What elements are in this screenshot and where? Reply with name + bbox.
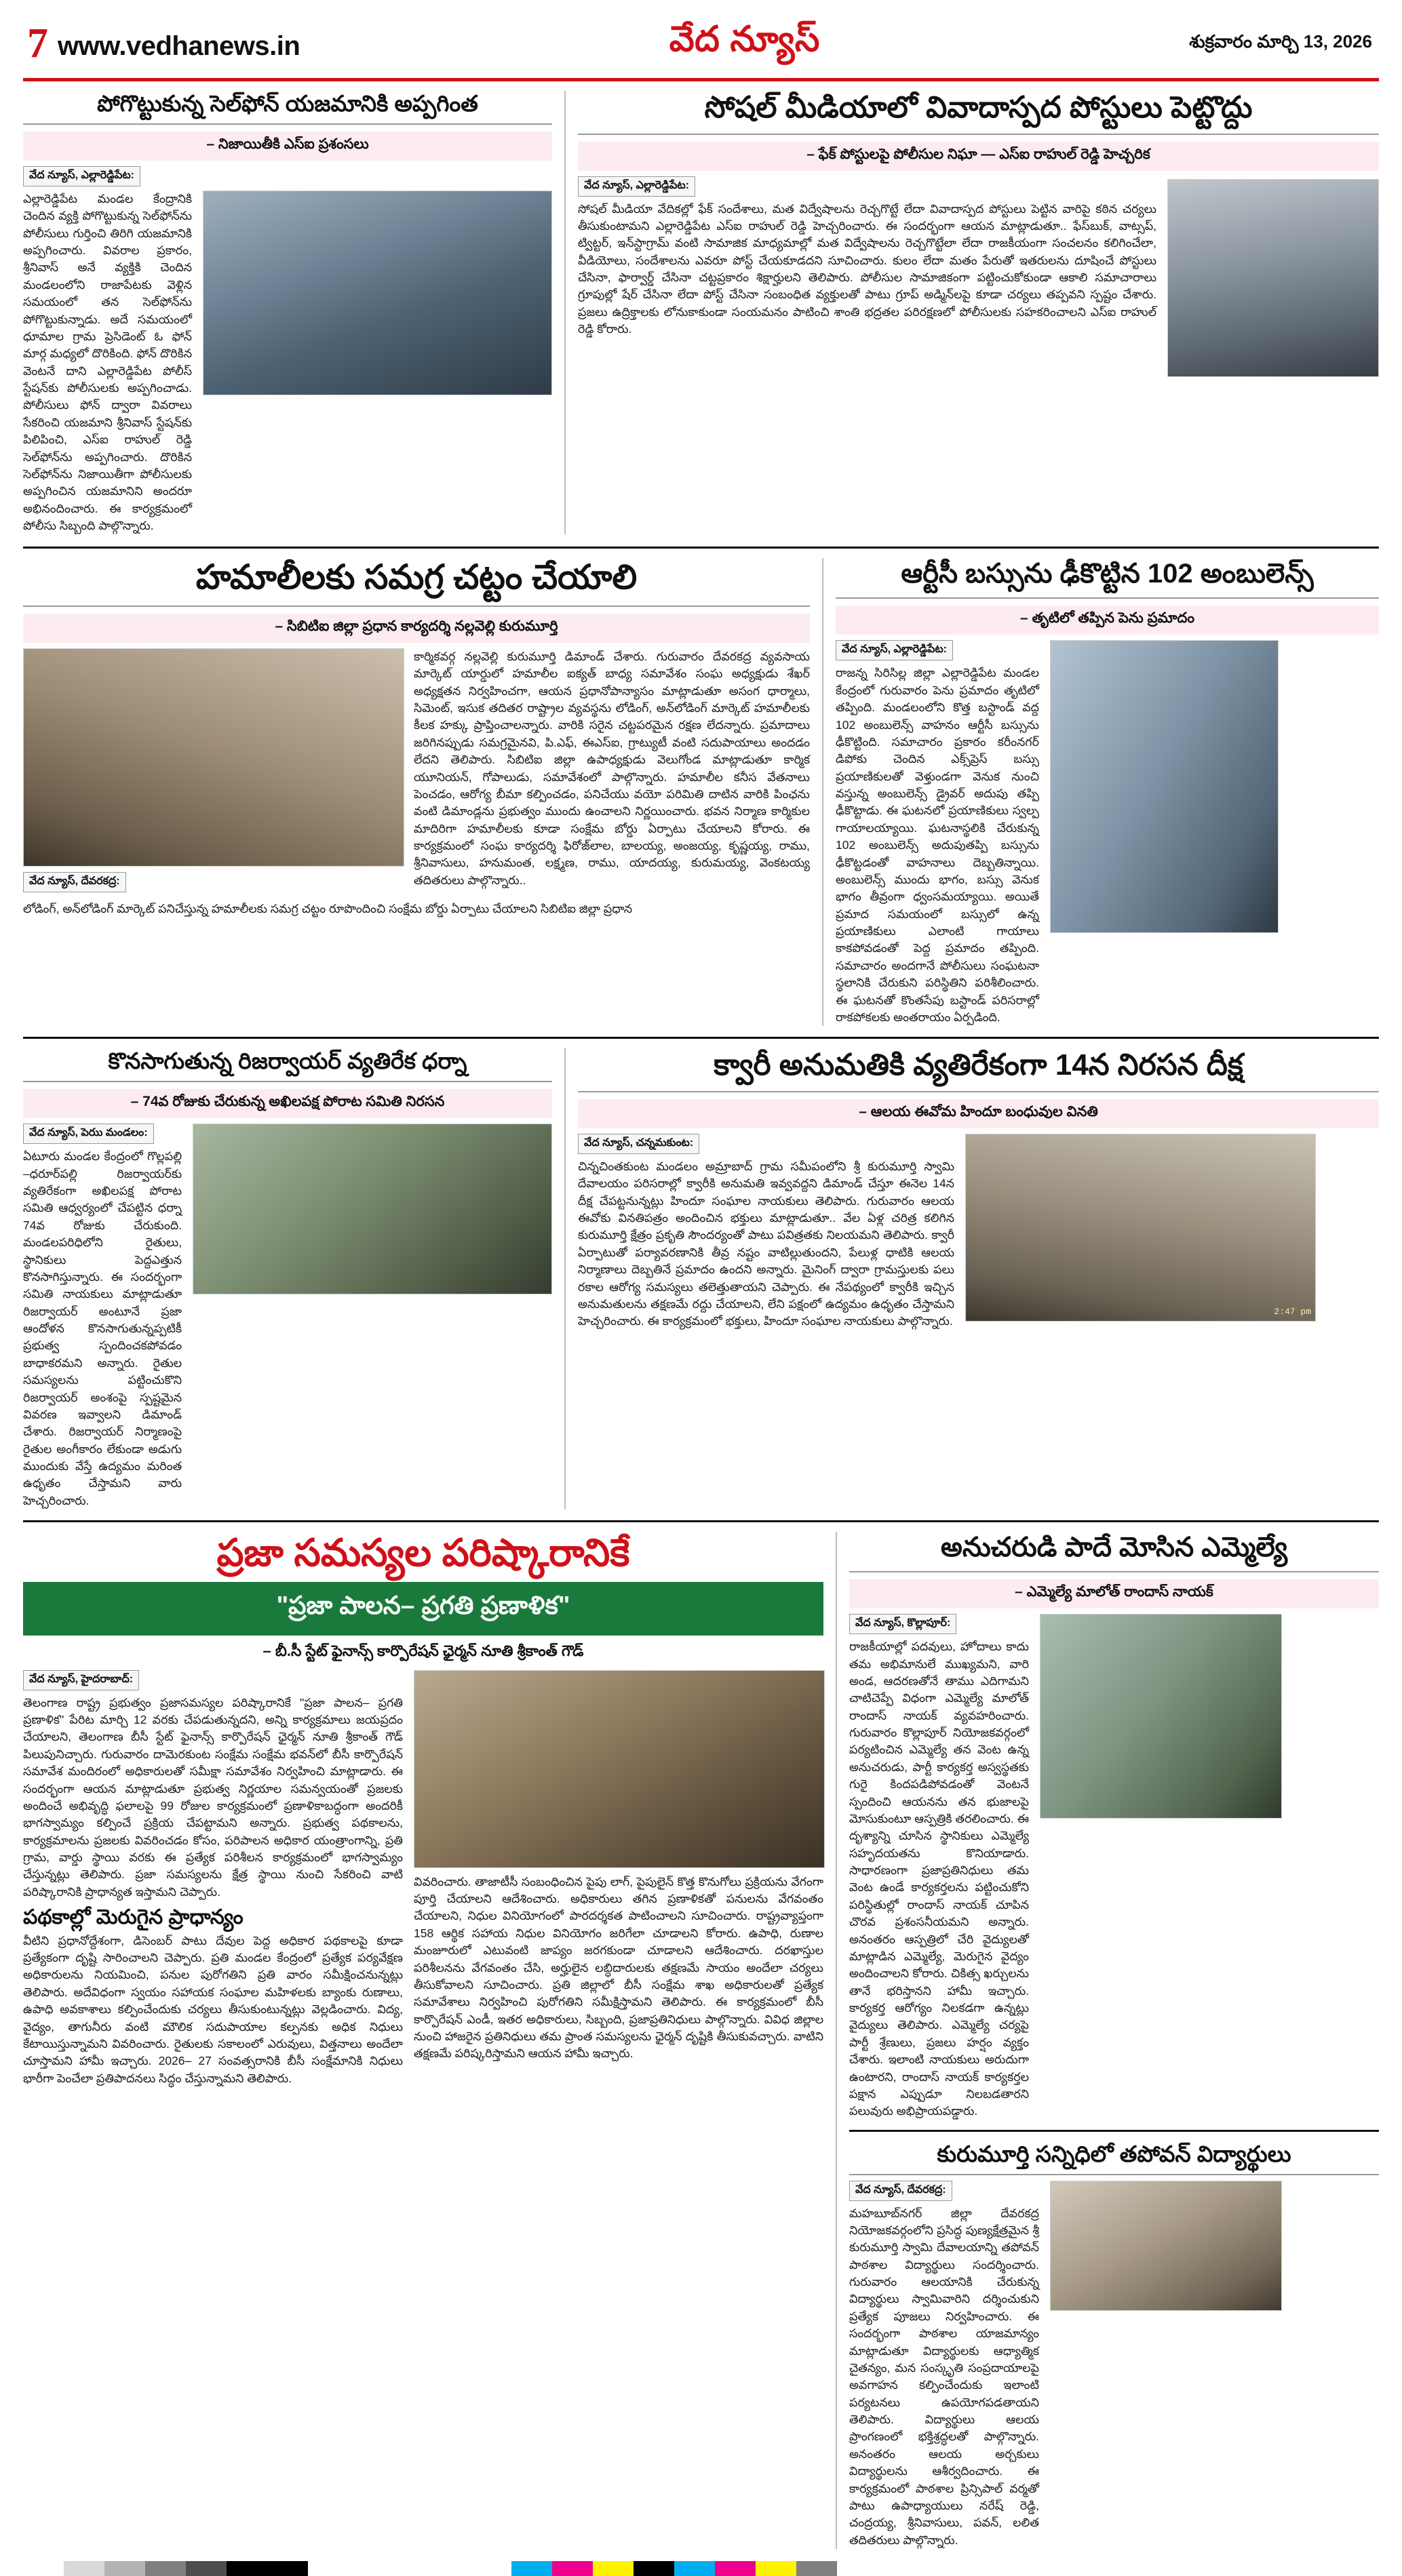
color-bar-segment [23,2561,64,2576]
subsection-heading: పథకాల్లో మెరుగైన ప్రాధాన్యం [23,1906,244,1929]
color-bar-segment [511,2561,552,2576]
row-2 [23,558,1379,1026]
right-column [849,1532,1379,2549]
article-quarry-protest [578,1048,1379,1509]
article-photo [1167,179,1379,377]
article-photo [414,1670,825,1868]
paper-name: వేద న్యూస్ [669,20,820,59]
article-photo [23,648,404,867]
color-bar-segment [593,2561,634,2576]
color-bar-segment [186,2561,227,2576]
article-body: ఎల్లారెడ్డిపేట మండల కేంద్రానికి చెందిన వ్యక్తి పోగొట్టుకున్న సెల్‌ఫోన్‌ను పోలీసులు గుర్తించి తిరిగి యజమానికి అప్పగించారు. వివరాల ప్రకారం, శ్రీనివాస్ అనే వ్యక్తికి చెందిన మండలంలోని రాజాపేటకు వెళ్లిన సమయంలో తన సెల్‌ఫోన్‌ను పోగొట్టుకున్నాడు. అదే సమయంలో ధూమాల గ్రామ ప్రెసిడెంట్ ఓ ఫోన్ మార్గ మధ్యలో దొరికింది. ఫోన్ దొరికిన వెంటనే దాని ఎల్లారెడ్డిపేట పోలీస్ స్టేషన్‌కు పోలీసులకు అప్పగించాడు. పోలీసులు ఫోన్ ద్వారా వివరాలు సేకరించి యజమాని శ్రీనివాస్ స్టేషన్‌కు పిలిపించి, ఎస్ఐ రాహుల్ రెడ్డి సెల్‌ఫోన్‌ను అప్పగించారు. దొరికిన సెల్‌ఫోన్‌ను నిజాయితీగా పోలీసులకు అప్పగించిన యజమానిని అందరూ అభినందించారు. ఈ కార్యక్రమంలో పోలీసు సిబ్బంది పాల్గొన్నారు. [23,191,193,533]
website-url[interactable]: www.vedhanews.in [58,31,300,61]
color-bar-segment [145,2561,186,2576]
color-bar-segment [552,2561,593,2576]
headline: కొనసాగుతున్న రిజర్వాయర్ వ్యతిరేక ధర్నా [108,1048,467,1074]
headline: క్వారీ అనుమతికి వ్యతిరేకంగా 14న నిరసన దీక్ష [714,1048,1243,1082]
color-bar-segment [756,2561,796,2576]
byline: వేద న్యూస్, దేవరకద్ర: [849,2181,952,2201]
article-body-col1: తెలంగాణ రాష్ట్ర ప్రభుత్వం ప్రజాసమస్యల పరిష్కారానికే "ప్రజా పాలన– ప్రగతి ప్రణాళిక" పేరిట మార్చి 12 వరకు చేపడుతున్నదని, అన్ని కార్యక్రమాలు జయప్రదం చేయాలని, తెలంగాణ బీసీ స్టేట్ ఫైనాన్స్ కార్పొరేషన్ ఛైర్మన్ నూతి శ్రీకాంత్ గౌడ్ పిలుపునిచ్చారు. గురువారం దామెరకుంట సంక్షేమ సంక్షేమ భవన్‌లో బీసీ కార్పొరేషన్ సమావేశ మందిరంలో అధికారులతో సమీక్షా సమావేశం నిర్వహించి మాట్లాడారు. ఈ సందర్భంగా ఆయన మాట్లాడుతూ ప్రభుత్వ నిర్ణయాల సమన్వయంతో ప్రజలకు అందించే అభివృద్ధి ఫలాలపై 99 రోజుల కార్యక్రమంలో ప్రణాళికాబద్ధంగా అందరికీ భాగస్వామ్యం కల్పించే ప్రక్రియ చేపట్టామని అన్నారు. ప్రభుత్వ పథకాలను, కార్యక్రమాలను ప్రజలకు వివరించడం కోసం, పరిపాలన అధికార యంత్రాంగాన్ని, ప్రతి గ్రామ, వార్డు స్థాయి వరకు ఈ ప్రత్యేక పరిశీలన కార్యక్రమంలో భాగస్వామ్యం చేస్తున్నట్లు తెలిపారు. ప్రజా సమస్యలను క్షేత్ర స్థాయి నుంచి సేకరించి వాటి పరిష్కారానికి ప్రాధాన్యత ఇస్తామని చెప్పారు. [23,1695,403,1899]
headline: హమాలీలకు సమగ్ర చట్టం చేయాలి [195,558,638,597]
page-number: 7 [27,20,48,67]
color-bar-segment [64,2561,104,2576]
article-praja-palana [23,1532,823,2549]
headline: కురుమూర్తి సన్నిధిలో తపోవన్ విద్యార్థులు [937,2141,1291,2166]
color-bar-segment [104,2561,145,2576]
article-body: ఏటూరు మండల కేంద్రంలో గొల్లపల్లి –ధరూర్‌పల్లి రిజర్వాయర్‌కు వ్యతిరేకంగా అఖిలపక్ష పోరాట సమితి ఆధ్వర్యంలో చేపట్టిన ధర్నా 74వ రోజుకు చేరుకుంది. మండలపరిధిలోని రైతులు, స్థానికులు పెద్దఎత్తున కొనసాగిస్తున్నారు. ఈ సందర్భంగా సమితి నాయకులు మాట్లాడుతూ రిజర్వాయర్ అంటూనే ప్రజా ఆందోళన కొనసాగుతున్నప్పటికీ ప్రభుత్వ స్పందించకపోవడం బాధాకరమని అన్నారు. రైతుల సమస్యలను పట్టించుకొని రిజర్వాయర్ అంశంపై స్పష్టమైన వివరణ ఇవ్వాలని డిమాండ్ చేశారు. రిజర్వాయర్ నిర్మాణంపై రైతుల అంగీకారం లేకుండా అడుగు ముందుకు వేస్తే ఉద్యమం మరింత ఉధృతం చేస్తామని వారు హెచ్చరించారు. [23,1149,182,1507]
row-3 [23,1048,1379,1509]
byline: వేద న్యూస్, ఎల్లారెడ్డిపేట: [23,166,140,186]
color-bar-segment [227,2561,308,2576]
article-hamali-law [23,558,810,1026]
headline: సోషల్ మీడియాలో వివాదాస్పద పోస్టులు పెట్టొద్దు [704,91,1253,124]
color-bar-segment [674,2561,715,2576]
row-4 [23,1532,1379,2549]
byline: వేద న్యూస్, ఎల్లారెడ్డిపేట: [578,176,695,197]
subhead: – సిబిటిఐ జిల్లా ప్రధాన కార్యదర్శి నల్లవెల్లి కురుమూర్తి [23,614,810,643]
subhead: – నిజాయితీకి ఎస్ఐ ప్రశంసలు [23,132,552,161]
article-body: మహబూబ్‌నగర్ జిల్లా దేవరకద్ర నియోజకవర్గంలోని ప్రసిద్ధ పుణ్యక్షేత్రమైన శ్రీ కురుమూర్తి స్వామి దేవాలయాన్ని తపోవన్ పాఠశాల విద్యార్థులు సందర్శించారు. గురువారం ఆలయానికి చేరుకున్న విద్యార్థులు స్వామివారిని దర్శించుకుని ప్రత్యేక పూజలు నిర్వహించారు. ఈ సందర్భంగా పాఠశాల యాజమాన్యం మాట్లాడుతూ విద్యార్థులకు ఆధ్యాత్మిక చైతన్యం, మన సంస్కృతి సంప్రదాయాలపై అవగాహన కల్పించేందుకు ఇలాంటి పర్యటనలు ఉపయోగపడతాయని తెలిపారు. విద్యార్థులు ఆలయ ప్రాంగణంలో భక్తిశ్రద్ధలతో పాల్గొన్నారు. అనంతరం ఆలయ అర్చకులు విద్యార్థులను ఆశీర్వదించారు. ఈ కార్యక్రమంలో పాఠశాల ప్రిన్సిపాల్ వర్మతో పాటు ఉపాధ్యాయులు నరేష్ రెడ్డి, చంద్రయ్య, శ్రీనివాసులు, పవన్, లలిత తదితరులు పాల్గొన్నారు. [849,2206,1039,2547]
article-tapovan-students [849,2141,1379,2549]
issue-date: శుక్రవారం మార్చి 13, 2026 [1189,31,1372,52]
article-photo [203,191,552,395]
color-bar-segment [634,2561,674,2576]
color-bar-segment [308,2561,511,2576]
article-social-media-warning [578,91,1379,534]
subhead: – ఆలయ ఈవోమ హిందూ బంధువుల వినతి [578,1099,1379,1128]
article-photo [193,1124,552,1294]
byline: వేద న్యూస్, హైదరాబాద్: [23,1670,139,1690]
article-mla-carries-supporter [849,1532,1379,2120]
article-body: కార్మికవర్గ నల్లవెల్లి కురుమూర్తి డిమాండ్ చేశారు. గురువారం దేవరకద్ర వ్యవసాయ మార్కెట్ యార్డులో హమాలీల ఐక్యత్ బాధ్య సమావేశం సంఘ అధ్యక్షుడు శేఖర్ అధ్యక్షతన నిర్వహించగా, ఆయన ప్రధానోపాన్యాసం మాట్లాడుతూ అసంగ ధార్మాలు, సిమెంట్, ఇసుక తదితర రాష్ట్రాల వ్యవస్థను లోడింగ్, అన్‌లోడింగ్ మార్కెట్ హమాలీలకు కీలక హక్కు ప్రాప్తించాలన్నారు. వారికి సరైన చట్టపరమైన రక్షణ లేదన్నారు. ప్రమాదాలు జరిగినప్పుడు సమగ్రమైనవి, పి.ఎఫ్, ఈఎస్ఐ, గ్రాట్యుటీ వంటి సదుపాయాలు అందడం లేదని తెలిపారు. సిబిటిఐ జిల్లా ఉపాధ్యక్షుడు వెలుగోండ మాట్లాడుతూ కార్మిక యూనియన్, గోపాలుడు, సమావేశంలో పాల్గొన్నారు. హమాలీల కనీస వేతనాలు పెంచడం, ఆరోగ్య బీమా కల్పించడం, పనిచేయు వయో పరిమితి దాటిన వారికి పింఛను వంటి డిమాండ్లను ప్రభుత్వం ముందు ఉంచాలని నిర్ణయించారు. భవన నిర్మాణ కార్మికుల మాదిరిగా హమాలీలకు కూడా సంక్షేమ బోర్డు ఏర్పాటు చేయాలని కోరారు. ఈ కార్యక్రమంలో సంఘ కార్యదర్శి ఫిరోజ్‌లాల, బాలయ్య, అంజయ్య, కృష్ణయ్య, రాము, శ్రీనివాసులు, హనుమంత, లక్ష్మణ, రాము, యాదయ్య, కురుమయ్య, వెంకటయ్య తదితరులు పాల్గొన్నారు.. [414,649,810,887]
print-color-bar [23,2561,1379,2576]
headline: ఆర్టీసీ బస్సును ఢీకొట్టిన 102 అంబులెన్స్ [901,559,1314,589]
byline: వేద న్యూస్, దేవరకద్ర: [23,872,126,892]
article-body: రాజకీయాల్లో పదవులు, హోదాలు కాదు తమ అభిమానులే ముఖ్యమని, వారి అండ, ఆదరణతోనే తాము ఎదిగామని చాటిచెప్పే విధంగా ఎమ్మెల్యే మాలోత్ రాందాస్ నాయక్ వ్యవహరించారు. గురువారం కొల్లాపూర్ నియోజకవర్గంలో పర్యటించిన ఎమ్మెల్యే తన వెంట ఉన్న అనుచరుడు, పార్టీ కార్యకర్త అస్వస్థతకు గురై కిందపడిపోవడంతో వెంటనే స్పందించి ఆయనను తన భుజాలపై మోసుకుంటూ ఆస్పత్రికి తరలించారు. ఈ దృశ్యాన్ని చూసిన స్థానికులు ఎమ్మెల్యే సహృదయతను కొనియాడారు. సాధారణంగా ప్రజాప్రతినిధులు తమ వెంట ఉండే కార్యకర్తలను పట్టించుకోని పరిస్థితుల్లో రాందాస్ నాయక్ చూపిన చొరవ ప్రశంసనీయమని అన్నారు. అనంతరం ఆస్పత్రిలో చేరి వైద్యులతో మాట్లాడిన ఎమ్మెల్యే, మెరుగైన వైద్యం అందించాలని కోరారు. చికిత్స ఖర్చులను తానే భరిస్తానని హామీ ఇచ్చారు. కార్యకర్త ఆరోగ్యం నిలకడగా ఉన్నట్లు వైద్యులు తెలిపారు. ఎమ్మెల్యే చర్యపై పార్టీ శ్రేణులు, ప్రజలు హర్షం వ్యక్తం చేశారు. ఇలాంటి నాయకులు అరుదుగా ఉంటారని, రాందాస్ నాయక్ కార్యకర్తల పక్షాన ఎప్పుడూ నిలబడతారని పలువురు అభిప్రాయపడ్డారు. [849,1640,1029,2118]
subhead: – ఫేక్ పోస్టులపై పోలీసుల నిఘా — ఎస్ఐ రాహుల్ రెడ్డి హెచ్చరిక [578,142,1379,171]
byline: వేద న్యూస్, చన్నమకుంట: [578,1134,699,1154]
masthead [23,15,1379,75]
color-bar-segment [715,2561,756,2576]
article-caption: లోడింగ్, అన్‌లోడింగ్ మార్కెట్ పనిచేస్తున్న హమాలీలకు సమగ్ర చట్టం రూపొందించి సంక్షేమ బోర్డు ఏర్పాటు చేయాలని సిబిటిఐ జిల్లా ప్రధాన [23,901,633,915]
byline: వేద న్యూస్, ఎల్లారెడ్డిపేట: [836,640,953,660]
article-photo [1040,1614,1282,1819]
article-body-col2: వివరించారు. తాజాటీసీ సంబంధించిన పైపు లాగ్, పైపులైన్ కొత్త కొనుగోలు ప్రక్రియను వేగంగా పూర్తి చేయాలని ఆదేశించారు. అధికారులు తగిన ప్రణాళికతో పనులను వేగవంతం చేయాలని, నిధుల వినియోగంలో పారదర్శకత పాటించాలని సూచించారు. రాష్ట్రవ్యాప్తంగా 158 ఆర్థిక సహాయ నిధుల వినియోగం జరిగేలా చూడాలని కోరారు. ఉపాధి, రుణాల మంజూరులో ఎటువంటి జాప్యం జరగకుండా చూడాలని ఆదేశించారు. దరఖాస్తుల పరిశీలనను వేగవంతం చేసి, అర్హులైన లబ్ధిదారులకు తక్షణమే సాయం అందేలా చర్యలు తీసుకోవాలని సూచించారు. ప్రతి జిల్లాలో బీసీ సంక్షేమ శాఖ అధికారులతో ప్రత్యేక సమావేశాలు నిర్వహించి పురోగతిని సమీక్షిస్తామని తెలిపారు. ఈ కార్యక్రమంలో బీసీ కార్పొరేషన్ ఎండీ, ఇతర అధికారులు, సిబ్బంది, ప్రజాప్రతినిధులు పాల్గొన్నారు. వివిధ జిల్లాల నుంచి హాజరైన ప్రతినిధులు తమ ప్రాంత సమస్యలను ఛైర్మన్ దృష్టికి తీసుకువచ్చారు. వాటిని తక్షణమే పరిష్కరిస్తామని ఆయన హామీ ఇచ్చారు. [414,1874,823,2061]
headline: ప్రజా సమస్యల పరిష్కారానికే [216,1531,630,1574]
color-bar-segment [837,2561,918,2576]
color-bar-segment [796,2561,837,2576]
masthead-rule [23,78,1379,81]
article-ambulance-accident [836,558,1379,1026]
subhead: – ఎమ్మెల్యే మాలోత్ రాందాస్ నాయక్ [849,1579,1379,1608]
subhead: – తృటిలో తప్పిన పెను ప్రమాదం [836,606,1379,635]
byline: వేద న్యూస్, కొల్లాపూర్: [849,1614,956,1634]
headline: అనుచరుడి పాదే మోసిన ఎమ్మెల్యే [940,1532,1288,1563]
masthead-left [27,20,300,67]
subhead: – బీ.సీ స్టేట్ ఫైనాన్స్ కార్పొరేషన్ ఛైర్మన్ నూతి శ్రీకాంత్ గౌడ్ [262,1642,584,1659]
article-body-col1b: వీటిని ప్రధానోద్దేశంగా, డిసెంబర్ పాటు దేవుల పెద్ద అధికార పథకాలపై కూడా ప్రత్యేకంగా దృష్టి సారించాలని చెప్పారు. ప్రతి మండల కేంద్రంలో ప్రత్యేక పర్యవేక్షణ అధికారులను నియమించి, పనుల పురోగతిని ప్రతి వారం సమీక్షించనున్నట్లు తెలిపారు. అదేవిధంగా స్వయం సహాయక సంఘాల మహిళలకు బ్యాంకు రుణాలు, ఉపాధి అవకాశాలు కల్పించేందుకు చర్యలు తీసుకుంటున్నట్లు వెల్లడించారు. విద్య, వైద్యం, తాగునీరు వంటి మౌలిక సదుపాయాల కల్పనకు అధిక నిధులు కేటాయిస్తున్నామని వివరించారు. రైతులకు సకాలంలో ఎరువులు, విత్తనాలు అందేలా చూస్తామని హామీ ఇచ్చారు. 2026– 27 సంవత్సరానికి బీసీ సంక్షేమానికి నిధులు భారీగా పెంచేలా ప్రతిపాదనలు సిద్ధం చేస్తున్నామని తెలిపారు. [23,1933,403,2085]
article-cellphone-return [23,91,552,534]
byline: వేద న్యూస్, పెరుు మండలం: [23,1124,154,1144]
article-photo [1050,2181,1282,2311]
article-photo [1050,640,1279,933]
article-body: చిన్నచింతకుంట మండలం అమ్రాబాద్ గ్రామ సమీపంలోని శ్రీ కురుమూర్తి స్వామి దేవాలయం పరిసరాల్లో క్వారీకి అనుమతి ఇవ్వవద్దని డిమాండ్ చేస్తూ ఈనెల 14న దీక్ష చేపట్టనున్నట్లు హిందూ సంఘాల నాయకులు తెలిపారు. గురువారం ఆలయ ఈవోకు వినతిపత్రం అందించిన భక్తులు మాట్లాడుతూ.. వేల ఏళ్ల చరిత్ర కలిగిన కురుమూర్తి క్షేత్రం ప్రకృతి సౌందర్యంతో పాటు పవిత్రతకు నిలయమని తెలిపారు. క్వారీ ఏర్పాటుతో పర్యావరణానికి తీవ్ర నష్టం వాటిల్లుతుందని, పేలుళ్ల ధాటికి ఆలయ నిర్మాణాలు దెబ్బతినే ప్రమాదం ఉందని అన్నారు. మైనింగ్ ద్వారా గ్రామస్తులకు పలు రకాల ఆరోగ్య సమస్యలు తలెత్తుతాయని చెప్పారు. ఈ నేపథ్యంలో క్వారీకి ఇచ్చిన అనుమతులను తక్షణమే రద్దు చేయాలని, లేని పక్షంలో ఉద్యమం ఉధృతం చేస్తామని హెచ్చరించారు. ఈ కార్యక్రమంలో భక్తులు, హిందూ సంఘాల నాయకులు పాల్గొన్నారు. [578,1159,954,1328]
article-reservoir-protest [23,1048,552,1509]
headline: పోగొట్టుకున్న సెల్‌ఫోన్ యజమానికి అప్పగింత [97,91,478,116]
article-photo [965,1134,1316,1322]
article-body: రాజన్న సిరిసిల్ల జిల్లా ఎల్లారెడ్డిపేట మండల కేంద్రంలో గురువారం పెను ప్రమాదం తృటిలో తప్పింది. మండలంలోని కొత్త బస్టాండ్ వద్ద 102 అంబులెన్స్ వాహనం ఆర్టీసీ బస్సును ఢీకొట్టింది. సమాచారం ప్రకారం కరీంనగర్ డిపోకు చెందిన ఎక్స్‌ప్రెస్ బస్సు ప్రయాణికులతో వెళ్తుండగా వెనుక నుంచి వస్తున్న అంబులెన్స్ డ్రైవర్ అదుపు తప్పి ఢీకొట్టాడు. ఈ ఘటనలో ప్రయాణికులు స్వల్ప గాయాలయ్యాయి. ఘటనాస్థలికి చేరుకున్న 102 అంబులెన్స్ అదుపుతప్పి బస్సును ఢీకొట్టడంతో వాహనాలు దెబ్బతిన్నాయి. అంబులెన్స్ ముందు భాగం, బస్సు వెనుక భాగం తీవ్రంగా ధ్వంసమయ్యాయి. అయితే ప్రమాద సమయంలో బస్సులో ఉన్న ప్రయాణికులు ఎలాంటి గాయాలు కాకపోవడంతో పెద్ద ప్రమాదం తప్పింది. సమాచారం అందగానే పోలీసులు సంఘటనా స్థలానికి చేరుకుని పరిస్థితిని పరిశీలించారు. ఈ ఘటనతో కొంతసేపు బస్టాండ్ పరిసరాల్లో రాకపోకలకు అంతరాయం ఏర్పడింది. [836,666,1039,1024]
photo-timestamp: 2:47 pm [1274,1306,1311,1317]
scheme-band: "ప్రజా పాలన– ప్రగతి ప్రణాళిక" [23,1582,823,1636]
subhead: – 74వ రోజుకు చేరుకున్న అఖిలపక్ష పోరాట సమితి నిరసన [23,1089,552,1118]
article-body: సోషల్ మీడియా వేదికల్లో ఫేక్ సందేశాలు, మత విద్వేషాలను రెచ్చగొట్టే లేదా వివాదాస్పద పోస్టులు పెట్టిన వారిపై కఠిన చర్యలు తీసుకుంటామని ఎల్లారెడ్డిపేట ఎస్ఐ రాహుల్ రెడ్డి హెచ్చరించారు. ఈ సందర్భంగా ఆయన మాట్లాడుతూ.. ఫేస్‌బుక్, వాట్సప్, ట్విట్టర్, ఇన్‌స్టాగ్రామ్ వంటి సామాజిక మాధ్యమాల్లో మత విద్వేషాలను రెచ్చగొట్టేలా లేదా రాజకీయంగా సంచలనం కలిగించేలా, వీడియోలు, సందేశాలను ఎవరూ పోస్ట్ చేయకూడదని సూచించారు. కులం లేదా మతం పేరుతో ఇతరులను దూషించే పోస్టులు చేసినా, ఫార్వార్డ్ చేసినా చట్టప్రకారం శిక్షార్హులని తెలిపారు. పోలీసుల సామాజికంగా పట్టించుకోకుండా ఆకాలి సమాచారాలు గ్రూపుల్లో షేర్ చేసినా లేదా పోస్ట్ చేసినా సంబంధిత వ్యక్తులతో పాటు గ్రూప్ అడ్మిన్‌లపై కూడా చర్యలు తప్పవని స్పష్టం చేశారు. ప్రజలు ఉద్రిక్తాలకు లోనుకాకుండా సంయమనం పాటించి శాంతి భద్రతల పరిరక్షణలో పోలీసులకు సహకరించాలని ఎస్ఐ రాహుల్ రెడ్డి కోరారు. [578,201,1156,336]
row-1 [23,91,1379,534]
